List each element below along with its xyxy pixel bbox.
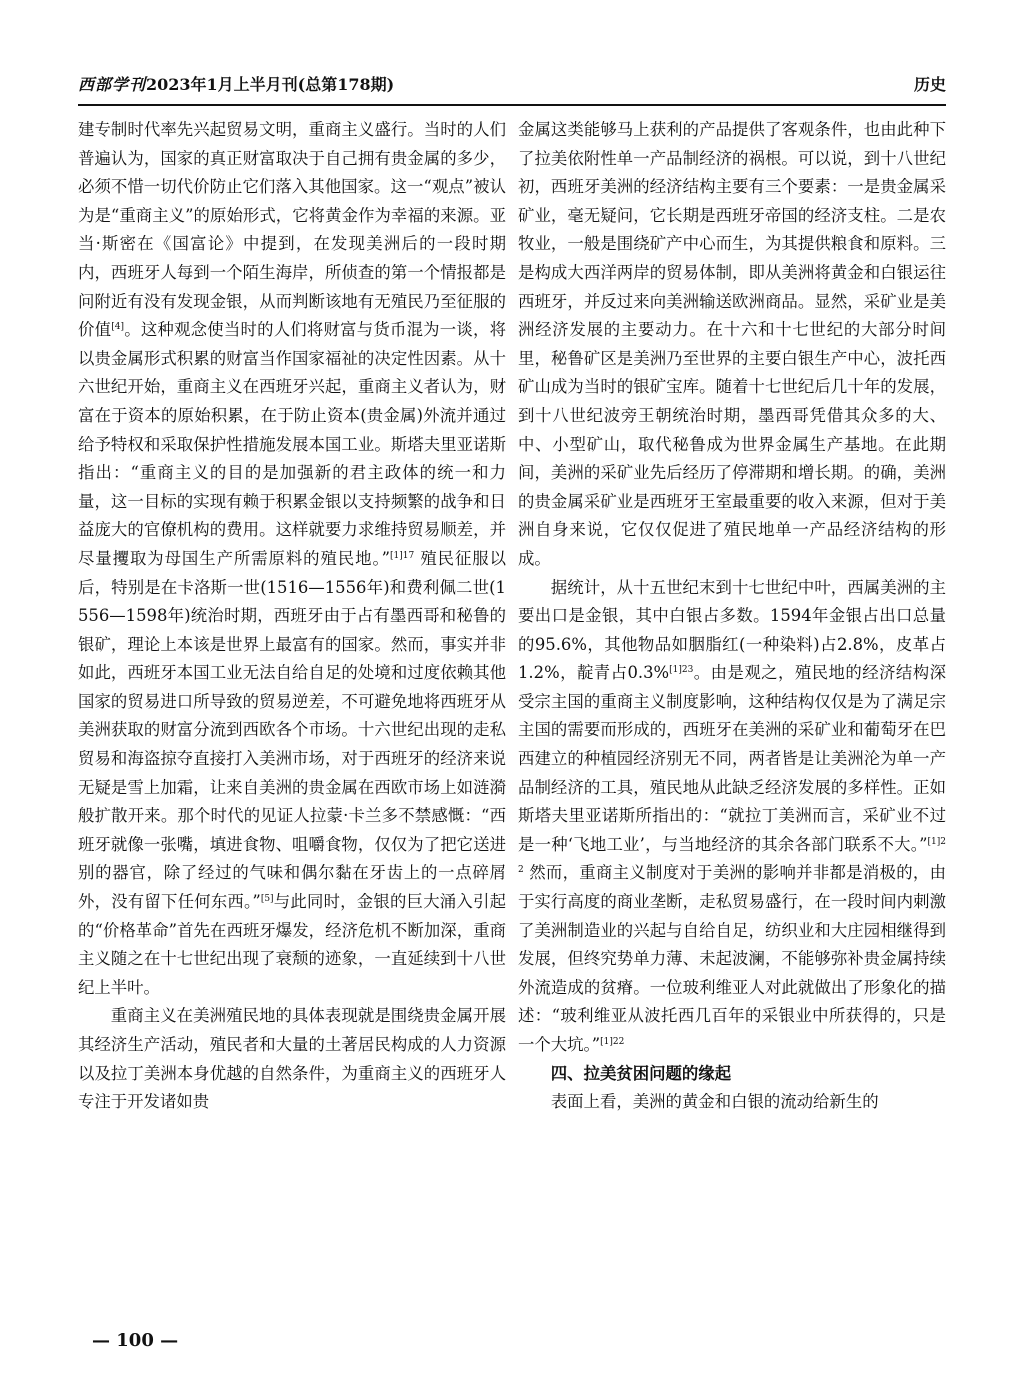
section-heading: 四、拉美贫困问题的缘起 xyxy=(550,1063,732,1083)
page-number: — 100 — xyxy=(92,1330,179,1351)
citation-ref: [5] xyxy=(260,894,274,905)
text-run: 建专制时代率先兴起贸易文明，重商主义盛行。当时的人们普遍认为，国家的真正财富取决于自己拥有贵金属的多少，必须不惜一切代价防止它们落入其他国家。这一“观点”被认为是“重商主义”的原始形式，它将黄金作为幸福的来源。亚当·斯密在《国富论》中提到，在发现美洲后的一段时期内，西班牙人每到一个陌生海岸，所侦查的第一个情报都是问附近有没有发现金银，从而判断该地有无殖民乃至征服的价值 xyxy=(78,120,506,340)
section-label: 历史 xyxy=(913,75,946,94)
issue-info: 2023年1月上半月刊(总第178期) xyxy=(146,75,395,94)
right-column xyxy=(518,116,946,1117)
citation-ref: [4] xyxy=(111,322,124,333)
text-run: 然而，重商主义制度对于美洲的影响并非都是消极的，由于实行高度的商业垄断，走私贸易盛行，在一段时间内刺激了美洲制造业的兴起与自给自足，纺织业和大庄园相继得到发展，但终究势单力薄、未起波澜，不能够弥补贵金属持续外流造成的贫瘠。一位玻利维亚人对此就做出了形象化的描述：“玻利维亚从波托西几百年的采银业中所获得的，只是一个大坑。” xyxy=(518,863,946,1054)
header-rule xyxy=(78,104,946,106)
running-header xyxy=(78,72,946,100)
text-run: 。这种观念使当时的人们将财富与货币混为一谈，将以贵金属形式积累的财富当作国家福祉的决定性因素。从十六世纪开始，重商主义在西班牙兴起，重商主义者认为，财富在于资本的原始积累，在于防止资本(贵金属)外流并通过给予特权和采取保护性措施发展本国工业。斯塔夫里亚诺斯指出：“重商主义的目的是加强新的君主政体的统一和力量，这一目标的实现有赖于积累金银以支持频繁的战争和日益庞大的官僚机构的费用。这样就要力求维持贸易顺差，并尽量攫取为母国生产所需原料的殖民地。” xyxy=(78,320,507,568)
text-run: 与此同时，金银的巨大涌入引起的“价格革命”首先在西班牙爆发，经济危机不断加深，重商主义随之在十七世纪出现了衰颓的迹象，一直延续到十八世纪上半叶。 xyxy=(78,892,506,997)
journal-title xyxy=(78,72,394,95)
citation-ref: [1]22 xyxy=(600,1037,625,1047)
paragraph-colonial-mercantilism: 重商主义在美洲殖民地的具体表现就是围绕贵金属开展其经济生产活动，殖民者和大量的土著居民构成的人力资源以及拉丁美洲本身优越的自然条件，为重商主义的西班牙人专注于开发诸如贵 xyxy=(78,1006,506,1112)
text-run: 殖民征服以后，特别是在卡洛斯一世(1516—1556年)和费利佩二世(1556—1598年)统治时期，西班牙由于占有墨西哥和秘鲁的银矿，理论上本该是世界上最富有的国家。然而，事实并非如此，西班牙本国工业无法自给自足的处境和过度依赖其他国家的贸易进口所导致的贸易逆差，不可避免地将西班牙从美洲获取的财富分流到西欧各个市场。十六世纪出现的走私贸易和海盗掠夺直接打入美洲市场，对于西班牙的经济来说无疑是雪上加霜，让来自美洲的贵金属在西欧市场上如涟漪般扩散开来。那个时代的见证人拉蒙·卡兰多不禁感慨：“西班牙就像一张嘴，填进食物、咀嚼食物，仅仅为了把它送进别的器官，除了经过的气味和偶尔黏在牙齿上的一点碎屑外，没有留下任何东西。” xyxy=(78,548,506,912)
citation-ref: [1]22 xyxy=(518,836,946,876)
left-column xyxy=(78,116,506,1117)
paragraph-statistics xyxy=(518,574,946,1060)
journal-name: 西部学刊 xyxy=(78,75,147,94)
text-run: 据统计，从十五世纪末到十七世纪中叶，西属美洲的主要出口是金银，其中白银占多数。1594年金银占出口总量的95.6%，其他物品如胭脂红(一种染料)占2.8%，皮革占1.2%，靛青占0.3% xyxy=(518,577,946,683)
text-run: 。由是观之，殖民地的经济结构深受宗主国的重商主义制度影响，这种结构仅仅是为了满足宗主国的需要而形成的，西班牙在美洲的采矿业和葡萄牙在巴西建立的种植园经济别无不同，两者皆是让美洲沦为单一产品制经济的工具，殖民地从此缺乏经济发展的多样性。正如斯塔夫里亚诺斯所指出的：“就拉丁美洲而言，采矿业不过是一种‘飞地工业’，与当地经济的其余各部门联系不大。” xyxy=(518,663,946,854)
citation-ref: [1]17 xyxy=(389,550,415,561)
paragraph-mercantilism xyxy=(78,116,506,1002)
citation-ref: [1]23 xyxy=(669,665,694,676)
paragraph-poverty-origin: 表面上看，美洲的黄金和白银的流动给新生的 xyxy=(550,1092,879,1112)
paragraph-economic-structure: 金属这类能够马上获利的产品提供了客观条件，也由此种下了拉美依附性单一产品制经济的祸根。可以说，到十八世纪初，西班牙美洲的经济结构主要有三个要素：一是贵金属采矿业，毫无疑问，它长期是西班牙帝国的经济支柱。二是农牧业，一般是围绕矿产中心而生，为其提供粮食和原料。三是构成大西洋两岸的贸易体制，即从美洲将黄金和白银运往西班牙，并反过来向美洲输送欧洲商品。显然，采矿业是美洲经济发展的主要动力。在十六和十七世纪的大部分时间里，秘鲁矿区是美洲乃至世界的主要白银生产中心，波托西矿山成为当时的银矿宝库。随着十七世纪后几十年的发展，到十八世纪波旁王朝统治时期，墨西哥凭借其众多的大、中、小型矿山，取代秘鲁成为世界金属生产基地。在此期间，美洲的采矿业先后经历了停滞期和增长期。的确，美洲的贵金属采矿业是西班牙王室最重要的收入来源，但对于美洲自身来说，它仅仅促进了殖民地单一产品经济结构的形成。 xyxy=(518,120,946,568)
